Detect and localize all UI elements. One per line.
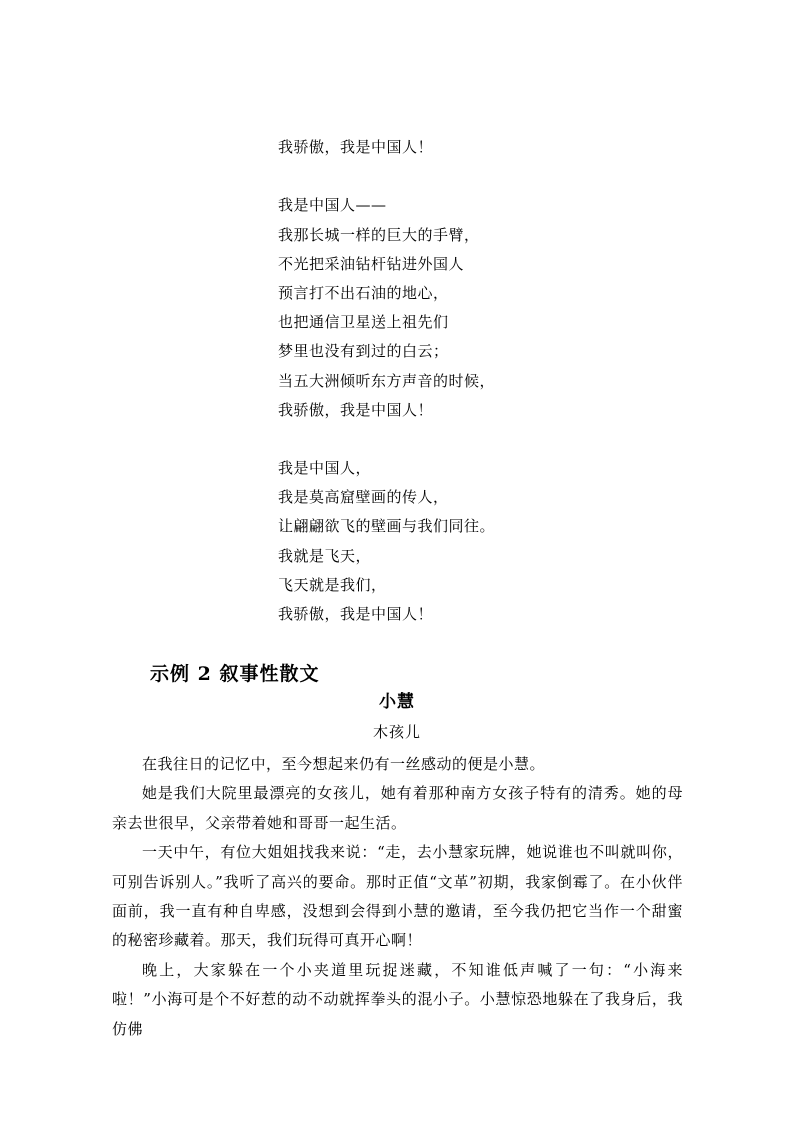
poem-line: 我骄傲，我是中国人！ <box>278 605 434 623</box>
essay-paragraph: 在我往日的记忆中，至今想起来仍有一丝感动的便是小慧。 <box>142 755 546 773</box>
poem-line: 我是中国人， <box>278 459 372 478</box>
poem-line: 梦里也没有到过的白云； <box>278 342 449 361</box>
stanza-gap <box>278 162 698 191</box>
essay-paragraph: 她是我们大院里最漂亮的女孩儿，她有着那种南方女孩子特有的清秀。她的母亲去世很早，父亲带着她和哥哥一起生活。 <box>112 784 683 832</box>
essay-title: 小慧 <box>379 692 415 712</box>
poem-block <box>278 133 698 629</box>
poem-line: 我就是飞天， <box>278 546 372 565</box>
essay-body <box>112 750 683 1044</box>
poem-line: 飞天就是我们， <box>278 575 387 594</box>
poem-line: 我是莫高窟壁画的传人， <box>278 488 449 507</box>
section-heading: 示例 2 叙事性散文 <box>150 663 320 685</box>
poem-line: 当五大洲倾听东方声音的时候， <box>278 371 496 390</box>
poem-line: 我是中国人—— <box>278 196 387 215</box>
poem-line: 也把通信卫星送上祖先们 <box>278 313 449 332</box>
poem-line: 我骄傲，我是中国人！ <box>278 138 434 156</box>
poem-line: 不光把采油钻杆钻进外国人 <box>278 254 465 273</box>
stanza-gap <box>278 425 698 454</box>
essay-paragraph: 一天中午，有位大姐姐找我来说：“走，去小慧家玩牌，她说谁也不叫就叫你，可别告诉别人。”我听了高兴的要命。那时正值“文革”初期，我家倒霉了。在小伙伴面前，我一直有种自卑感，没想到会得到小慧的邀请，至今我仍把它当作一个甜蜜的秘密珍藏着。那天，我们玩得可真开心啊！ <box>112 843 683 950</box>
poem-line: 让翩翩欲飞的壁画与我们同往。 <box>278 517 496 536</box>
poem-line: 我那长城一样的巨大的手臂， <box>278 225 480 244</box>
essay-paragraph: 晚上，大家躲在一个小夹道里玩捉迷藏，不知谁低声喊了一句：“小海来啦！”小海可是个不好惹的动不动就挥拳头的混小子。小慧惊恐地躲在了我身后，我仿佛 <box>112 960 683 1038</box>
essay-author: 木孩儿 <box>372 723 421 741</box>
poem-line: 我骄傲，我是中国人！ <box>278 400 434 419</box>
poem-line: 预言打不出石油的地心， <box>278 283 449 302</box>
